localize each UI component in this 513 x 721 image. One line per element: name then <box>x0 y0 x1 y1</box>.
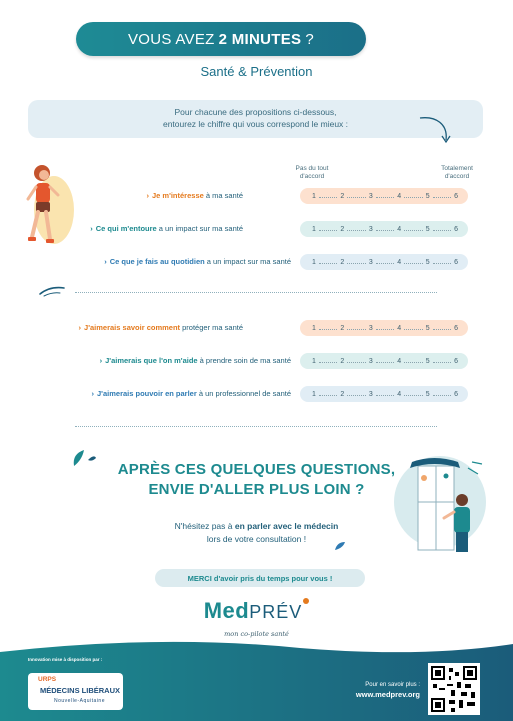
scale-num[interactable]: 1 <box>312 324 316 332</box>
rating-scale-5[interactable] <box>300 353 468 369</box>
question-6-bold: J'aimerais pouvoir en parler <box>97 389 197 398</box>
scale-num[interactable]: 1 <box>312 258 316 266</box>
scale-num[interactable]: 4 <box>397 390 402 398</box>
question-5-bold: J'aimerais que l'on m'aide <box>105 356 198 365</box>
divider <box>75 426 437 427</box>
logo-tagline: mon co-pilote santé <box>224 630 289 638</box>
rating-scale-3[interactable] <box>300 254 468 270</box>
urps-line-2: MÉDECINS LIBÉRAUX <box>40 686 121 695</box>
question-6 <box>92 389 291 398</box>
cta-sub-start: N'hésitez pas à <box>174 521 235 531</box>
title-end: ? <box>305 30 314 48</box>
question-4-rest: protéger ma santé <box>180 323 243 332</box>
question-1-rest: à ma santé <box>203 191 243 200</box>
rating-scale-4[interactable] <box>300 320 468 336</box>
logo-prev: PRÉV <box>249 602 303 622</box>
divider <box>75 292 437 293</box>
question-2-bold: Ce qui m'entoure <box>95 224 157 233</box>
scale-num[interactable]: 4 <box>397 324 402 332</box>
question-2 <box>90 224 243 233</box>
question-4 <box>79 323 243 332</box>
chevron-right-icon: › <box>99 356 103 365</box>
question-3-rest: a un impact sur ma santé <box>204 257 291 266</box>
scale-num[interactable]: 2 <box>340 390 345 398</box>
page-subtitle: Santé & Prévention <box>200 64 313 79</box>
scale-label-right <box>435 165 479 181</box>
instructions-line-2: entourez le chiffre qui vous correspond le mieux : <box>162 119 349 129</box>
window-illustration <box>388 452 488 560</box>
chevron-right-icon: › <box>104 257 107 266</box>
scale-num[interactable]: 4 <box>397 192 402 200</box>
logo-med: Med <box>203 598 250 623</box>
scale-num[interactable]: 5 <box>425 225 430 233</box>
question-5 <box>100 356 291 365</box>
rating-scale-6[interactable] <box>300 386 468 402</box>
scale-num[interactable]: 3 <box>368 225 373 233</box>
rating-scale-2[interactable] <box>300 221 468 237</box>
question-6-rest: à un professionnel de santé <box>196 389 291 398</box>
scale-num[interactable]: 3 <box>368 357 373 365</box>
scale-num[interactable]: 4 <box>397 225 402 233</box>
scale-num[interactable]: 2 <box>340 192 345 200</box>
urps-line-1: URPS <box>38 676 57 683</box>
scale-num[interactable]: 1 <box>312 225 316 233</box>
scale-num[interactable]: 6 <box>454 258 459 266</box>
question-1 <box>146 191 243 200</box>
scale-label-left <box>290 165 334 181</box>
scale-num[interactable]: 5 <box>425 258 430 266</box>
more-info <box>330 680 420 700</box>
scale-num[interactable]: 4 <box>397 258 402 266</box>
scale-num[interactable]: 5 <box>425 192 430 200</box>
question-3-bold: Ce que je fais au quotidien <box>109 257 205 266</box>
scale-right-2: d'accord <box>444 173 470 180</box>
cta-sub-bold: en parler avec le médecin <box>234 521 339 531</box>
instructions-box <box>28 100 483 138</box>
scale-num[interactable]: 2 <box>340 357 345 365</box>
scale-num[interactable]: 5 <box>425 357 430 365</box>
scale-num[interactable]: 6 <box>454 324 459 332</box>
curved-arrow-icon <box>418 114 454 146</box>
title-bold: 2 MINUTES <box>218 30 302 48</box>
qr-code-icon[interactable] <box>428 663 480 715</box>
scale-num[interactable]: 6 <box>454 390 459 398</box>
cta-sub-line2: lors de votre consultation ! <box>206 534 307 544</box>
runner-illustration <box>18 155 78 265</box>
leaf-small-icon <box>333 540 347 552</box>
scale-left-2: d'accord <box>299 173 325 180</box>
scale-num[interactable]: 3 <box>368 390 373 398</box>
scale-num[interactable]: 3 <box>368 258 373 266</box>
more-info-label: Pour en savoir plus : <box>365 682 420 688</box>
scale-left-1: Pas du tout <box>295 165 329 172</box>
question-3 <box>104 257 291 266</box>
scale-num[interactable]: 2 <box>340 324 345 332</box>
scale-num[interactable]: 3 <box>368 192 373 200</box>
scale-right-1: Totalement <box>441 165 473 172</box>
page-title <box>76 22 366 56</box>
scale-num[interactable]: 4 <box>397 357 402 365</box>
cta-heading-1: APRÈS CES QUELQUES QUESTIONS, <box>117 461 396 478</box>
logo-dot-icon <box>303 598 309 604</box>
chevron-right-icon: › <box>146 191 149 200</box>
scale-num[interactable]: 1 <box>312 192 316 200</box>
question-1-bold: Je m'intéresse <box>151 191 204 200</box>
scale-num[interactable]: 2 <box>340 225 345 233</box>
urps-line-3: Nouvelle-Aquitaine <box>54 698 105 704</box>
question-4-bold: J'aimerais savoir comment <box>84 323 181 332</box>
chevron-right-icon: › <box>78 323 82 332</box>
cta-heading-2: ENVIE D'ALLER PLUS LOIN ? <box>148 481 365 498</box>
scale-num[interactable]: 6 <box>454 192 459 200</box>
medprev-logo <box>0 598 513 624</box>
chevron-right-icon: › <box>91 389 95 398</box>
title-text: VOUS AVEZ <box>128 30 215 48</box>
scale-num[interactable]: 2 <box>340 258 345 266</box>
website-link[interactable]: www.medprev.org <box>355 690 420 699</box>
qr-code-graphic <box>431 666 477 712</box>
chevron-right-icon: › <box>90 224 93 233</box>
question-5-rest: à prendre soin de ma santé <box>197 356 291 365</box>
scale-num[interactable]: 1 <box>312 390 316 398</box>
rating-scale-1[interactable] <box>300 188 468 204</box>
thanks-message: MERCI d'avoir pris du temps pour vous ! <box>155 569 365 587</box>
scale-num[interactable]: 6 <box>454 357 459 365</box>
brush-stroke-icon <box>38 282 66 298</box>
scale-num[interactable]: 1 <box>312 357 316 365</box>
scale-num[interactable]: 6 <box>454 225 459 233</box>
instructions-line-1: Pour chacune des propositions ci-dessous, <box>174 107 337 117</box>
provided-by-label: Innovation mise à disposition par : <box>28 657 103 662</box>
scale-num[interactable]: 5 <box>425 390 430 398</box>
scale-num[interactable]: 5 <box>425 324 430 332</box>
question-2-rest: a un impact sur ma santé <box>156 224 243 233</box>
scale-num[interactable]: 3 <box>368 324 373 332</box>
